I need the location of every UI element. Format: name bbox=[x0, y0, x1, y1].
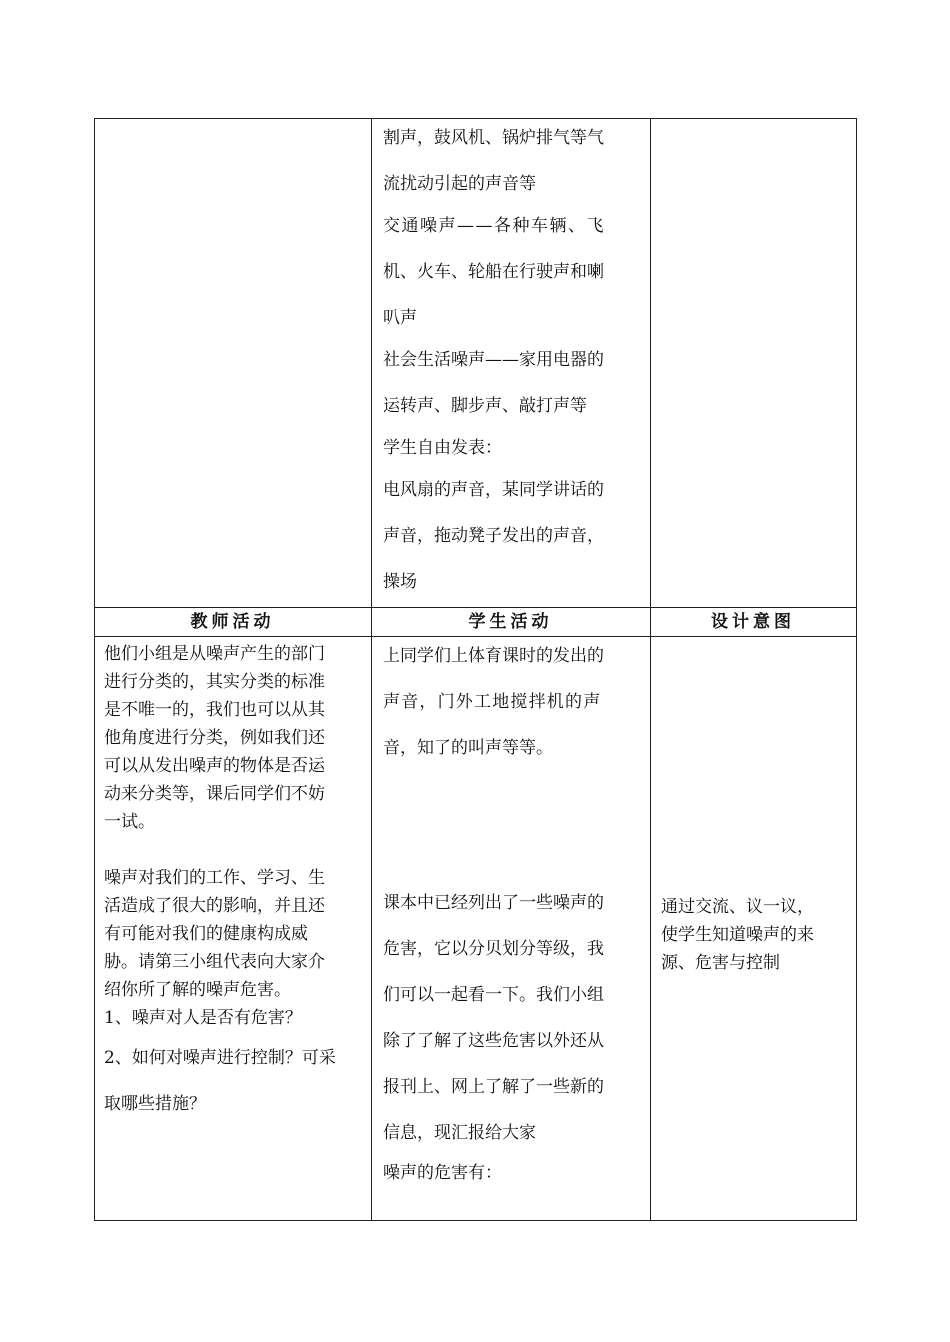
table-border-left bbox=[94, 118, 95, 1221]
header-teacher-activity: 教师活动 bbox=[190, 612, 275, 632]
column-divider-1 bbox=[371, 118, 372, 1221]
table-border-top bbox=[94, 118, 857, 119]
header-student-activity: 学生活动 bbox=[468, 612, 553, 632]
table-border-bottom bbox=[94, 1220, 857, 1221]
lesson-table: 割声，鼓风机、锅炉排气等气 流扰动引起的声音等 交通噪声——各种车辆、飞 机、火车、轮船在行驶声和喇 叭声 社会生活噪声——家用电器的 运转声、脚步声、敲打声等 学生自由发表： 电风扇的声音，某同学讲话的 声音，拖动凳子发出的声音， 操场 教师活动 学生活动 设计意图 他们小组是从噪声产生的部门 进行分类的，其实分类的标准 是不唯一的，我们也可以从其 他角度进行分类，例如我们还 可以从发出噪声的物体是否运 动来分类等，课后同学们不妨 一试。 噪声对我们的工作、学习、生 活造成了很大的影响，并且还 有可能对我们的健康构成威 胁。请第三小组代表向大家介 绍你所了解的噪声危害。 1、噪声对人是否有危害？ 2、如何对噪声进行控制？可采 取哪些措施？ 上同学们上体育课时的发出的 声音，门外工地搅拌机的声 音，知了的叫声等等。 课本中已经列出了一些噪声的 危害，它以分贝划分等级，我 们可以一起看一下。我们小组 除了了解了这些危害以外还从 报刊上、网上了解了一些新的 信息，现汇报给大家 噪声的危害有： 通过交流、议一议， 使学生知道噪声的来 源、危害与控制 bbox=[94, 118, 857, 1221]
column-divider-2 bbox=[650, 118, 651, 1221]
header-design-intent: 设计意图 bbox=[711, 612, 795, 632]
table-border-right bbox=[856, 118, 857, 1221]
